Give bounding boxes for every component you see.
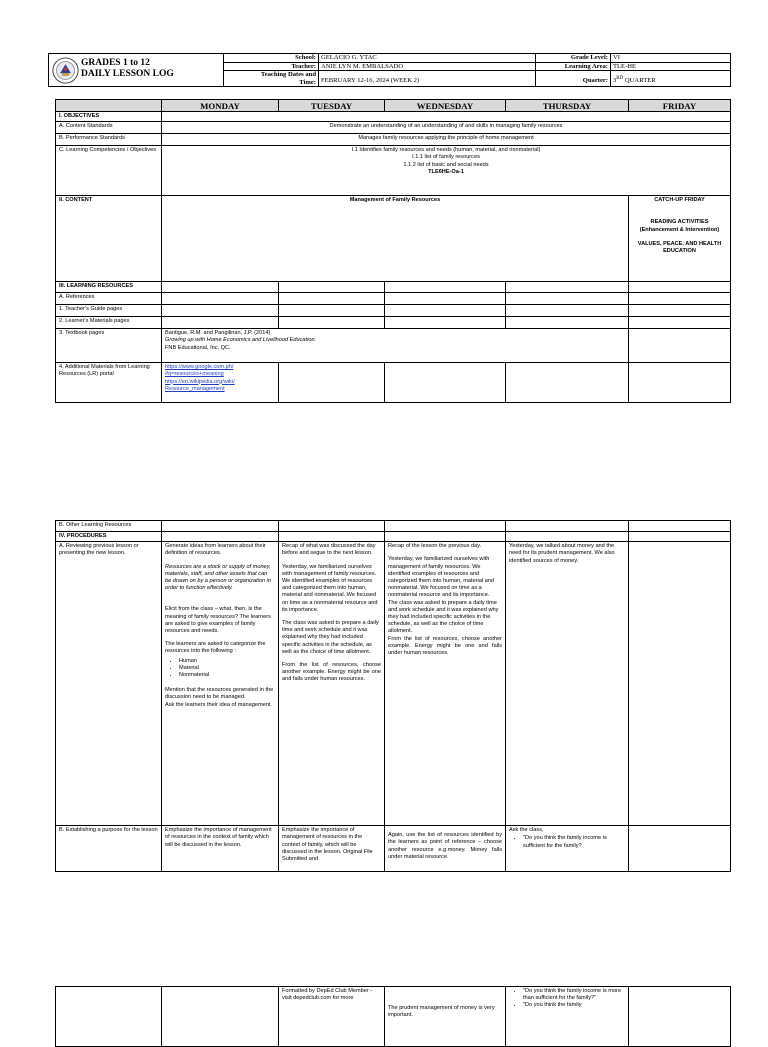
textbook-publisher: FNB Educational, Inc. QC. xyxy=(165,344,231,351)
tuesday-a-p2: Yesterday, we familiarized ourselves with management of family resources. We identified examples of resources and categorized them into human, material and nonmaterial. We focused on time as a nonmaterial resource and its importance. xyxy=(282,563,378,613)
bottom-thursday xyxy=(506,987,629,1047)
textbook-label: 3. Textbook pages xyxy=(56,329,162,363)
cell-or-wed xyxy=(385,521,506,532)
cell-am-thu xyxy=(506,363,629,403)
cell-lr-fri xyxy=(629,282,731,293)
competencies-value xyxy=(162,146,731,196)
header-table xyxy=(48,53,731,87)
monday-a-p6: Ask the learners their idea of management. xyxy=(165,701,272,708)
cell-bot-mon xyxy=(162,987,279,1047)
dates-label xyxy=(224,71,319,87)
teacher-value: ANIE LYN M. EMBALSADO xyxy=(319,62,536,71)
monday-a-p1: Generate ideas from learners about their definition of resources. xyxy=(165,543,266,557)
thursday-establishing xyxy=(506,826,629,872)
establishing-label: B. Establishing a purpose for the lesson xyxy=(56,826,162,872)
cell-tg-wed xyxy=(385,305,506,317)
thursday-a-p1: Yesterday, we talked about money and the need for its prudent management. We also identified sources of money. xyxy=(509,543,615,564)
textbook-authors: Bantigue, R.M. and Pangilinan, J.P. (2014) xyxy=(165,330,271,337)
cell-bot-fri xyxy=(629,987,731,1047)
category-nonmaterial: • Nonmaterial xyxy=(179,672,275,679)
textbook-title: Growing up with Home Economics and Livelihood Education. xyxy=(165,337,317,344)
cell-ref-thu xyxy=(506,293,629,305)
content-value: Management of Family Resources xyxy=(162,196,629,282)
school-value: GELACIO G. YTAC xyxy=(319,54,536,63)
grade-level-label: Grade Level: xyxy=(536,54,611,63)
tuesday-a-p4: From the list of resources, choose another example. Energy might be one and falls under human resources. xyxy=(282,662,381,683)
day-header-monday: MONDAY xyxy=(162,100,279,112)
competency-3: 1.1.2 list of basic and social needs xyxy=(403,161,489,168)
category-human: • Human xyxy=(179,658,275,665)
cell-lm-wed xyxy=(385,317,506,329)
title-line-2: DAILY LESSON LOG xyxy=(81,69,174,79)
tuesday-reviewing xyxy=(279,542,385,826)
cell-am-fri xyxy=(629,363,731,403)
lesson-table-part-3 xyxy=(55,986,731,1047)
competency-2: I.1.1 list of family resources xyxy=(412,154,480,161)
bottom-tuesday: Formatted by DepEd Club Member - visit depedclub.com for more xyxy=(279,987,385,1047)
teachers-guide-label: 1. Teacher's Guide pages xyxy=(56,305,162,317)
cell-ref-fri xyxy=(629,293,731,305)
reading-activities: READING ACTIVITIES (Enhancement & Intervention) xyxy=(639,219,720,233)
cell-or-fri xyxy=(629,521,731,532)
cell-tb-fri xyxy=(629,329,731,363)
wikipedia-link-line-2[interactable]: Resource_management xyxy=(165,385,225,392)
cell-lr-wed xyxy=(385,282,506,293)
competency-code: TLE6HE-Oa-1 xyxy=(428,168,464,175)
cell-lm-thu xyxy=(506,317,629,329)
cell-tg-mon xyxy=(162,305,279,317)
content-heading: II. CONTENT xyxy=(56,196,162,282)
google-link-line-1[interactable]: https://www.google.com.ph/ xyxy=(165,364,234,371)
dates-value: FEBRUARY 12-16, 2024 (WEEK 2) xyxy=(319,71,536,87)
cell-ref-tue xyxy=(279,293,385,305)
cell-bot-label xyxy=(56,987,162,1047)
values-education: VALUES, PEACE, AND HEALTH EDUCATION xyxy=(637,240,722,255)
thursday-question-3: • "Do you think the family xyxy=(523,1002,625,1009)
quarter-number: 3 xyxy=(613,76,617,84)
monday-reviewing xyxy=(162,542,279,826)
catch-up-friday: CATCH-UP FRIDAY xyxy=(654,197,705,204)
cell-am-tue xyxy=(279,363,385,403)
monday-establishing: Emphasize the importance of management of resources in the context of family which will be discussed in the lesson. xyxy=(162,826,279,872)
logo-cell xyxy=(49,54,224,87)
quarter-suffix: RD xyxy=(616,75,624,81)
tuesday-establishing: Emphasize the importance of management of resources in the context of family, which will be discussed in the lesson. Original File Submitted and xyxy=(279,826,385,872)
content-standards-label: A. Content Standards xyxy=(56,122,162,134)
monday-a-definition: Resources are a stock or supply of money, materials, staff, and other assets that can be drawn on by a person or organization in order to function effectively. xyxy=(165,563,272,592)
cell-pr-tue xyxy=(279,532,385,542)
wednesday-a-p4: From the list of resources, choose another example. Energy might be one and falls under human resources. xyxy=(388,635,502,657)
learning-area-label: Learning Area: xyxy=(536,62,611,71)
wednesday-a-p1: Recap of the lesson the previous day. xyxy=(388,543,482,550)
deped-seal-icon xyxy=(52,57,79,84)
competency-1: I.1 Identifies family resources and needs (human, material, and nonmaterial) xyxy=(351,147,541,154)
cell-or-thu xyxy=(506,521,629,532)
performance-standards-value: Manages family resources applying the principle of home management xyxy=(162,134,731,146)
cell-lr-tue xyxy=(279,282,385,293)
resource-category-list xyxy=(165,658,275,680)
objectives-heading: I. OBJECTIVES xyxy=(56,112,162,122)
cell-tg-thu xyxy=(506,305,629,317)
tuesday-a-p3: The class was asked to prepare a daily time and work schedule and it was explained why they had included specific activities in the schedule, as well as the choice of time allotment. xyxy=(282,620,379,655)
day-header-friday: FRIDAY xyxy=(629,100,731,112)
references-label: A. References xyxy=(56,293,162,305)
additional-materials-label: 4. Additional Materials from Learning Resources (LR) portal xyxy=(56,363,162,403)
friday-content xyxy=(629,196,731,282)
wednesday-a-p2: Yesterday, we familiarized ourselves with management of family resources. We identified examples of resources and categorized them into human, material and nonmaterial. We focused on time as a nonmaterial resource and its importance. xyxy=(388,556,495,599)
cell-lr-mon xyxy=(162,282,279,293)
wikipedia-link-line-1[interactable]: https://en.wikipedia.org/wiki/ xyxy=(165,378,235,385)
monday-a-p4: The learners are asked to categorize the resources into the following : xyxy=(165,641,266,655)
friday-reviewing xyxy=(629,542,731,826)
dates-label-line-2: Time: xyxy=(299,78,316,86)
lesson-table-part-1 xyxy=(55,99,731,403)
cell-pr-mon xyxy=(162,532,279,542)
wednesday-a-p3: The class was asked to prepare a daily time and work schedule and it was explained why they had included specific activities in the schedule, as well as the choice of time allotment. xyxy=(388,599,499,635)
quarter-value xyxy=(611,71,731,87)
learning-resources-heading: III. LEARNING RESOURCES xyxy=(56,282,162,293)
cell-ref-mon xyxy=(162,293,279,305)
cell-ref-wed xyxy=(385,293,506,305)
cell-lm-fri xyxy=(629,317,731,329)
cell-am-wed xyxy=(385,363,506,403)
thursday-b-question-1: • "Do you think the family income is sufficient for the family? xyxy=(523,835,625,849)
school-label: School: xyxy=(224,54,319,63)
cell-tg-tue xyxy=(279,305,385,317)
cell-lm-mon xyxy=(162,317,279,329)
cell-or-tue xyxy=(279,521,385,532)
cell-pr-thu xyxy=(506,532,629,542)
other-resources-label: B. Other Learning Resources xyxy=(56,521,162,532)
tuesday-a-p1: Recap of what was discussed the day before and segue to the next lesson. xyxy=(282,543,376,557)
thursday-bottom-list xyxy=(509,988,625,1010)
cell-pr-wed xyxy=(385,532,506,542)
objectives-empty xyxy=(162,112,731,122)
competencies-label: C. Learning Competencies / Objectives xyxy=(56,146,162,196)
monday-a-p3: Elicit from the class – what, then, is the meaning of family resources? The learners are asked to give examples of family resources and needs. xyxy=(165,606,271,635)
content-standards-value: Demonstrate an understanding of an understanding of and skills in managing family resources xyxy=(162,122,731,134)
cell-tg-fri xyxy=(629,305,731,317)
google-link-line-2[interactable]: #q=resources+meaning xyxy=(165,371,224,378)
thursday-b-list xyxy=(509,835,625,849)
procedures-heading: IV. PROCEDURES xyxy=(56,532,162,542)
thursday-reviewing xyxy=(506,542,629,826)
cell-lm-tue xyxy=(279,317,385,329)
dates-label-line-1: Teaching Dates and xyxy=(260,71,316,79)
day-header-wednesday: WEDNESDAY xyxy=(385,100,506,112)
grade-level-value: VI xyxy=(611,54,731,63)
learning-area-value: TLE-HE xyxy=(611,62,731,71)
additional-materials-links xyxy=(162,363,279,403)
day-header-thursday: THURSDAY xyxy=(506,100,629,112)
teacher-label: Teacher: xyxy=(224,62,319,71)
textbook-value xyxy=(162,329,629,363)
monday-a-p5: Mention that the resources generated in the discussion need to be managed. xyxy=(165,687,274,701)
thursday-question-2: • "Do you think the family income is more than sufficient for the family?" xyxy=(523,988,625,1002)
title-line-1: GRADES 1 to 12 xyxy=(81,58,150,68)
lesson-table-part-2 xyxy=(55,520,731,872)
cell-pr-fri xyxy=(629,532,731,542)
wednesday-reviewing xyxy=(385,542,506,826)
bottom-wednesday: The prudent management of money is very important. xyxy=(385,987,506,1047)
cell-or-mon xyxy=(162,521,279,532)
performance-standards-label: B. Performance Standards xyxy=(56,134,162,146)
category-material: • Material xyxy=(179,665,275,672)
corner-header xyxy=(56,100,162,112)
cell-lr-thu xyxy=(506,282,629,293)
quarter-label: Quarter: xyxy=(536,71,611,87)
friday-establishing xyxy=(629,826,731,872)
thursday-b-intro: Ask the class, xyxy=(509,827,544,834)
log-title xyxy=(81,58,174,80)
reviewing-label: A. Reviewing previous lesson or presenting the new lesson. xyxy=(56,542,162,826)
quarter-word: QUARTER xyxy=(624,76,656,84)
wednesday-establishing: Again, use the list of resources identified by the learners as point of reference – choose another resource e.g.money. Money falls under material resource. xyxy=(385,826,506,872)
day-header-tuesday: TUESDAY xyxy=(279,100,385,112)
learners-materials-label: 2. Learner's Materials pages xyxy=(56,317,162,329)
